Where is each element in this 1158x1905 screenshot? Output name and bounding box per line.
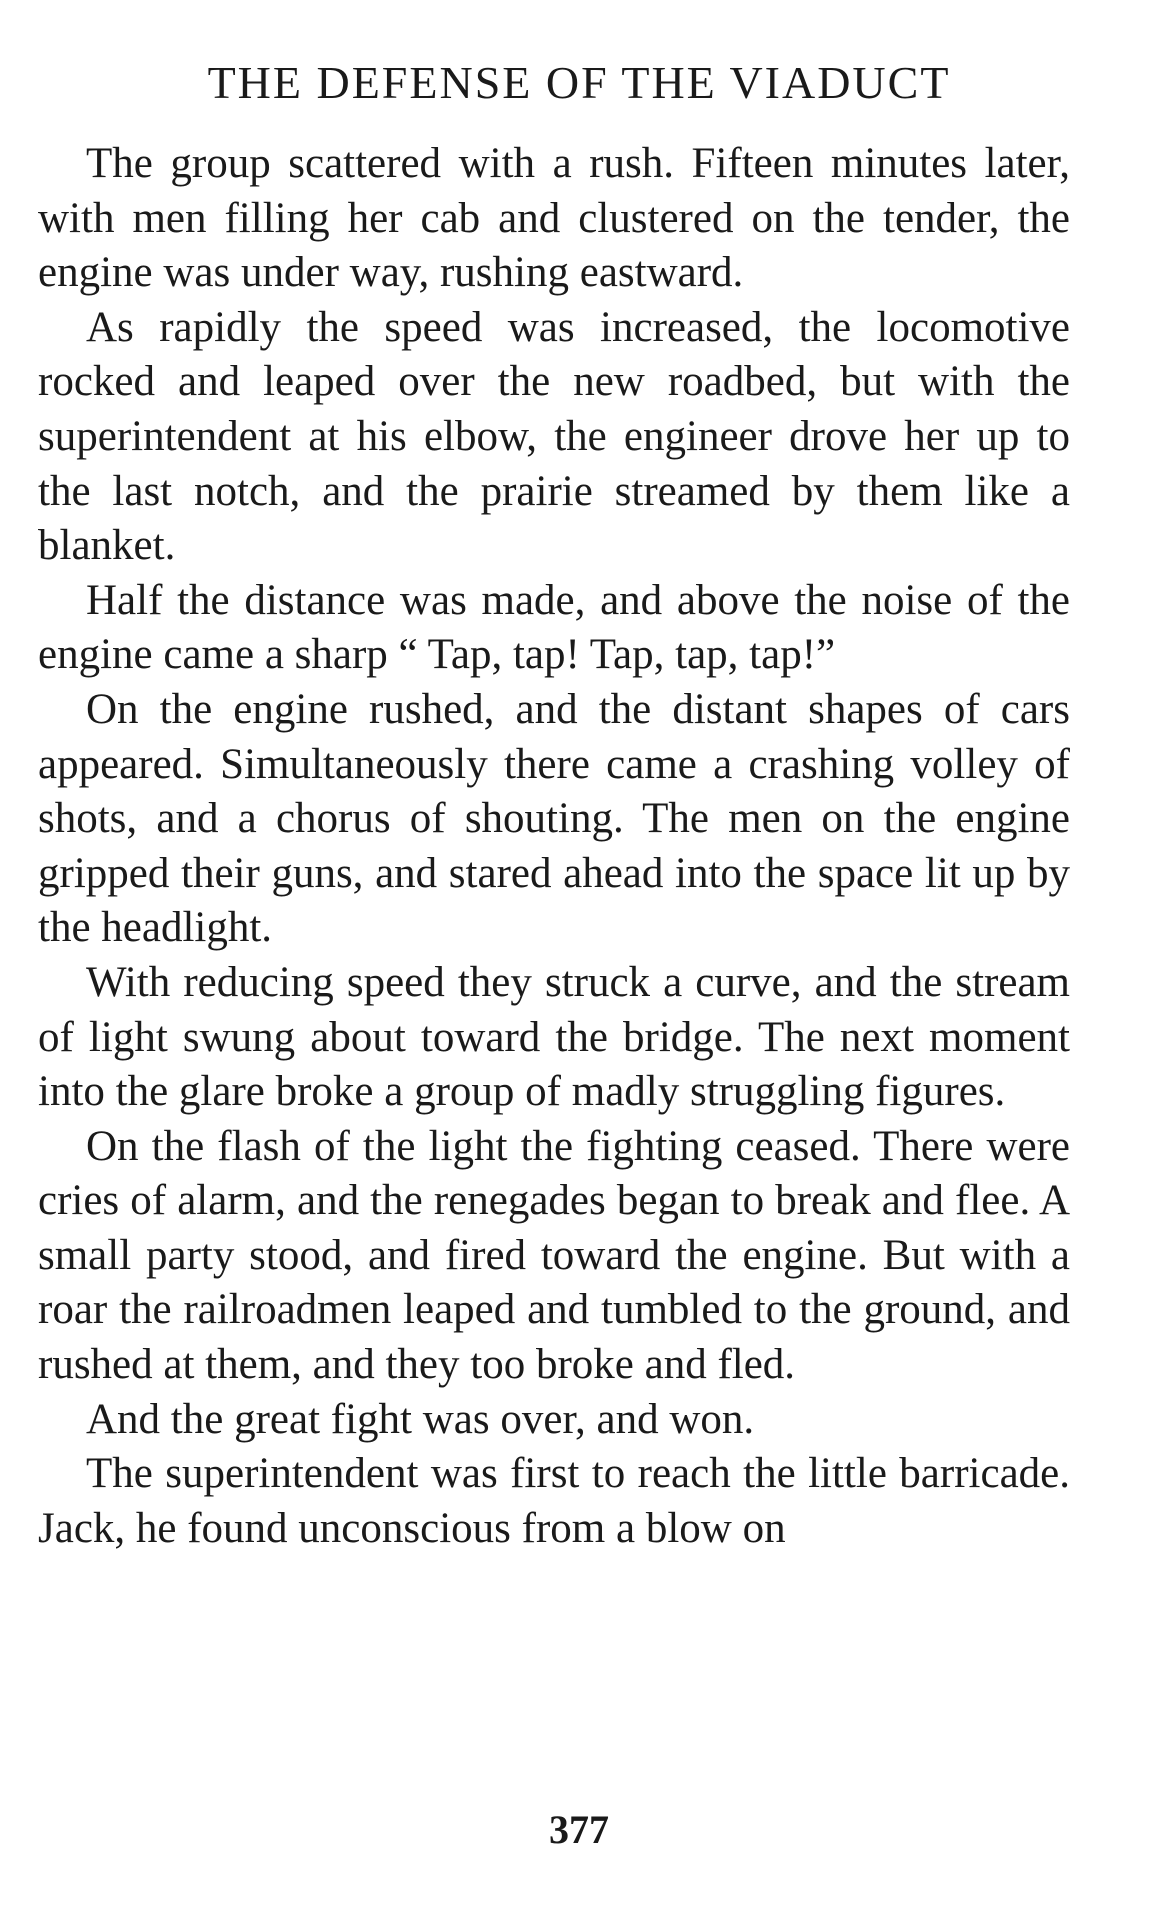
- paragraph: As rapidly the speed was increased, the locomotive rocked and leaped over the new roadbed, but with the superintendent at his elbow, the engineer drove her up to the last notch, and the prairie streamed by them like a blanket.: [38, 303, 1070, 570]
- paragraph: The superintendent was first to reach the little barricade. Jack, he found unconscious from a blow on: [38, 1450, 1070, 1552]
- paragraph: With reducing speed they struck a curve, and the stream of light swung about toward the bridge. The next moment into the glare broke a group of madly struggling figures.: [38, 958, 1070, 1116]
- paragraph: On the engine rushed, and the distant shapes of cars appeared. Simultaneously there came a crashing volley of shots, and a chorus of shouting. The men on the engine gripped their guns, and stared ahead into the space lit up by the headlight.: [38, 685, 1070, 952]
- page-number: 377: [549, 1807, 609, 1852]
- paragraph: The group scattered with a rush. Fifteen minutes later, with men filling her cab and clustered on the tender, the engine was under way, rushing eastward.: [38, 140, 1070, 297]
- paragraph: And the great fight was over, and won.: [86, 1395, 755, 1443]
- paragraph: On the flash of the light the fighting ceased. There were cries of alarm, and the renegades began to break and flee. A small party stood, and fired toward the engine. But with a roar the railroadmen leaped and tumbled to the ground, and rushed at them, and they too broke and fled.: [38, 1122, 1070, 1389]
- body-text: [38, 137, 1070, 1556]
- running-head: THE DEFENSE OF THE VIADUCT: [207, 57, 951, 108]
- paragraph: Half the distance was made, and above the noise of the engine came a sharp “ Tap, tap! Tap, tap, tap!”: [38, 576, 1070, 679]
